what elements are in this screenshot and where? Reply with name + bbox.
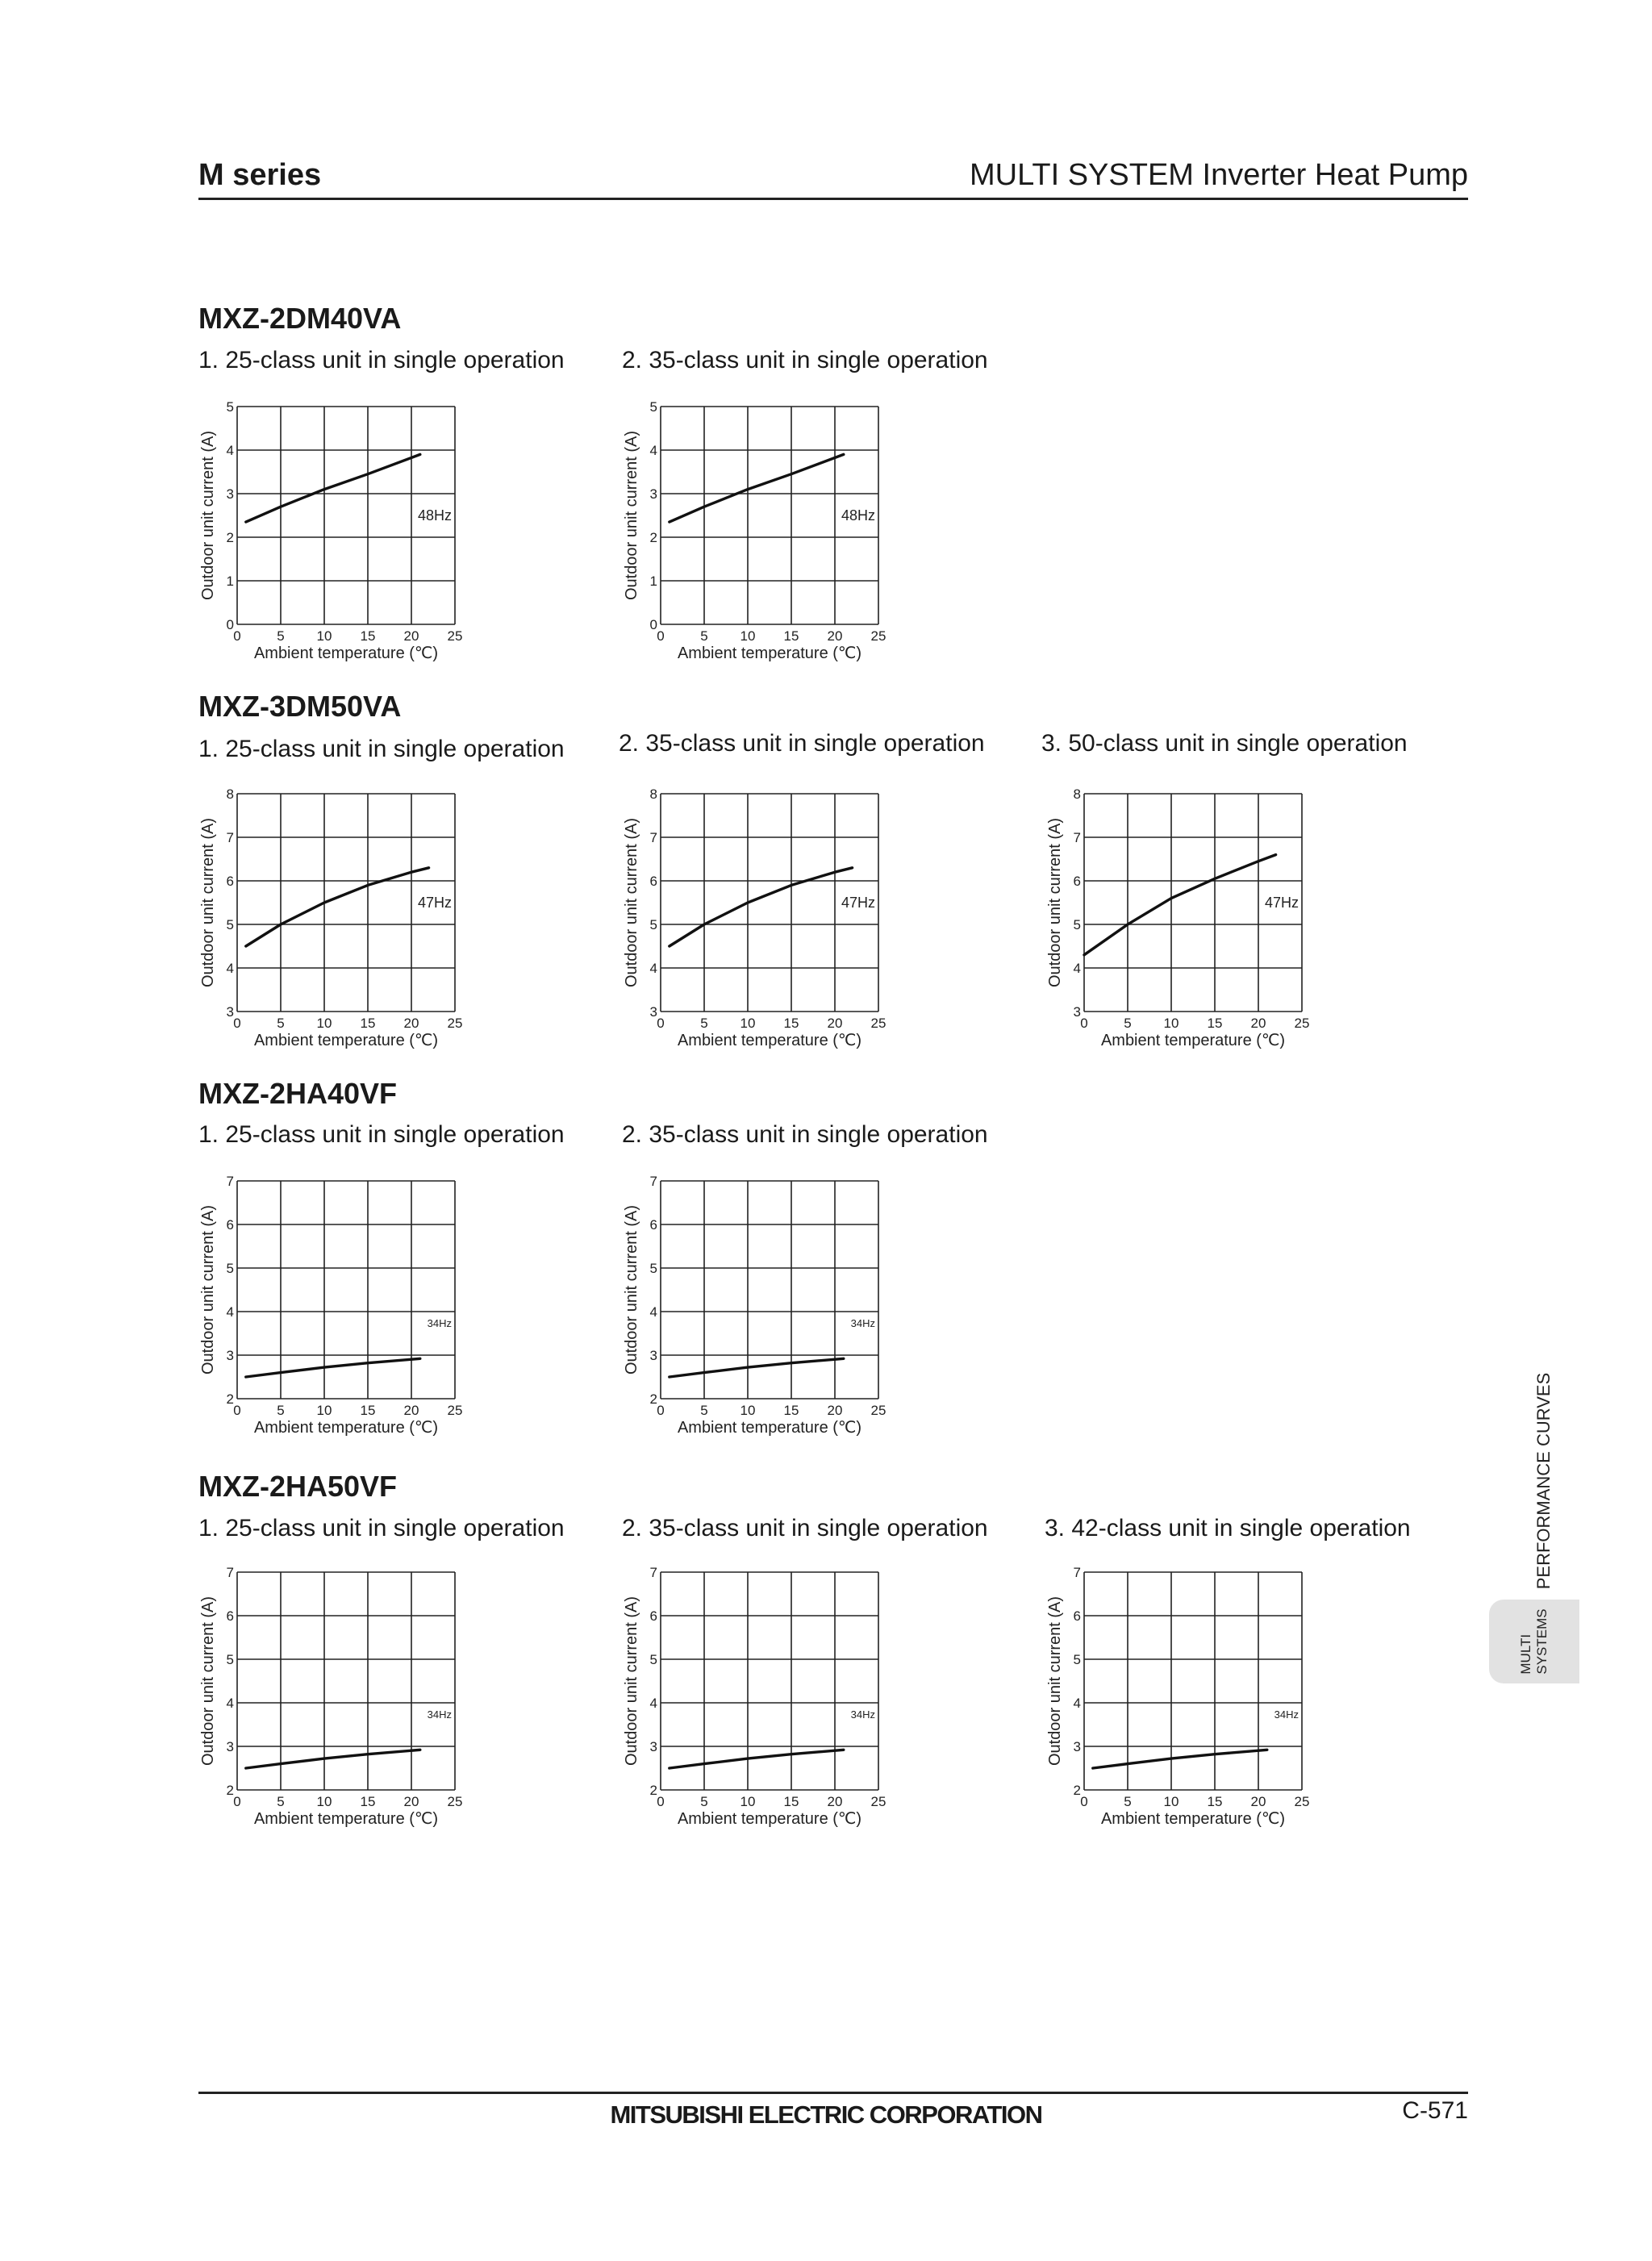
y-tick-label: 6 — [649, 1608, 657, 1624]
y-tick-label: 2 — [226, 1391, 234, 1407]
x-axis-label: Ambient temperature (℃) — [677, 1032, 862, 1049]
x-tick-label: 15 — [1207, 1016, 1223, 1031]
y-tick-label: 5 — [226, 1652, 234, 1667]
section-tab[interactable] — [1489, 1600, 1579, 1683]
y-tick-label: 8 — [649, 786, 657, 802]
y-tick-label: 7 — [649, 1565, 657, 1580]
y-tick-label: 0 — [649, 617, 657, 632]
x-axis-label: Ambient temperature (℃) — [253, 645, 439, 662]
x-tick-label: 20 — [403, 1403, 419, 1418]
x-tick-label: 15 — [783, 1016, 799, 1031]
x-tick-label: 10 — [316, 1403, 332, 1418]
x-tick-label: 5 — [277, 1016, 285, 1031]
x-tick-label: 20 — [827, 628, 843, 644]
chart-subtitle: 1. 25-class unit in single operation — [198, 736, 565, 762]
x-tick-label: 5 — [700, 1403, 708, 1418]
performance-chart — [1032, 1561, 1310, 1835]
x-tick-label: 5 — [700, 628, 708, 644]
document-title: MULTI SYSTEM Inverter Heat Pump — [969, 158, 1468, 192]
section-tab-label: PERFORMANCE CURVES — [1533, 1372, 1554, 1590]
x-tick-label: 10 — [740, 1794, 756, 1809]
x-tick-label: 0 — [1080, 1794, 1088, 1809]
x-tick-label: 10 — [740, 1403, 756, 1418]
y-tick-label: 3 — [649, 1348, 657, 1363]
x-tick-label: 25 — [447, 1794, 463, 1809]
y-tick-label: 2 — [649, 530, 657, 545]
y-tick-label: 4 — [649, 961, 657, 976]
x-tick-label: 20 — [1250, 1794, 1266, 1809]
y-tick-label: 0 — [226, 617, 234, 632]
x-tick-label: 20 — [1250, 1016, 1266, 1031]
x-tick-label: 25 — [447, 1403, 463, 1418]
performance-chart — [609, 395, 886, 670]
y-tick-label: 7 — [226, 830, 234, 845]
x-tick-label: 5 — [700, 1794, 708, 1809]
chart-subtitle: 3. 50-class unit in single operation — [1041, 730, 1408, 757]
x-tick-label: 25 — [870, 1016, 886, 1031]
y-axis-label: Outdoor unit current (A) — [199, 1204, 217, 1375]
x-tick-label: 0 — [233, 1794, 241, 1809]
y-tick-label: 1 — [226, 574, 234, 589]
x-axis-label: Ambient temperature (℃) — [677, 645, 862, 662]
y-axis-label: Outdoor unit current (A) — [623, 817, 640, 988]
frequency-label: 47Hz — [841, 895, 875, 911]
y-axis-label: Outdoor unit current (A) — [199, 430, 217, 601]
x-tick-label: 15 — [783, 1794, 799, 1809]
x-tick-label: 25 — [1294, 1794, 1310, 1809]
y-tick-label: 7 — [1073, 830, 1081, 845]
frequency-label: 48Hz — [841, 507, 875, 524]
x-axis-label: Ambient temperature (℃) — [677, 1810, 862, 1828]
performance-chart — [1032, 782, 1310, 1057]
chart-subtitle: 2. 35-class unit in single operation — [619, 730, 985, 757]
x-tick-label: 20 — [827, 1794, 843, 1809]
y-tick-label: 2 — [649, 1391, 657, 1407]
series-line — [246, 454, 420, 522]
series-line — [670, 1358, 844, 1377]
x-tick-label: 15 — [360, 1016, 376, 1031]
y-tick-label: 6 — [226, 1608, 234, 1624]
performance-chart — [186, 1561, 463, 1835]
y-tick-label: 2 — [649, 1783, 657, 1798]
x-tick-label: 20 — [827, 1016, 843, 1031]
y-tick-label: 5 — [1073, 917, 1081, 932]
y-tick-label: 5 — [1073, 1652, 1081, 1667]
series-line — [1084, 855, 1276, 955]
y-tick-label: 3 — [226, 1004, 234, 1020]
x-tick-label: 10 — [740, 1016, 756, 1031]
chart-subtitle: 3. 42-class unit in single operation — [1045, 1515, 1411, 1541]
frequency-label: 48Hz — [417, 507, 452, 524]
series-line — [246, 1358, 420, 1377]
x-tick-label: 10 — [1163, 1016, 1179, 1031]
chart-subtitle: 1. 25-class unit in single operation — [198, 1121, 565, 1148]
y-tick-label: 5 — [649, 1261, 657, 1276]
y-axis-label: Outdoor unit current (A) — [623, 430, 640, 601]
series-line — [1093, 1750, 1267, 1768]
x-tick-label: 10 — [316, 1794, 332, 1809]
y-tick-label: 3 — [226, 1739, 234, 1754]
chart-subtitle: 2. 35-class unit in single operation — [622, 347, 988, 373]
y-axis-label: Outdoor unit current (A) — [623, 1596, 640, 1767]
y-tick-label: 5 — [226, 1261, 234, 1276]
y-tick-label: 5 — [226, 917, 234, 932]
y-tick-label: 3 — [1073, 1739, 1081, 1754]
series-line — [670, 868, 853, 946]
frequency-label: 47Hz — [1264, 895, 1299, 911]
section-tab-text: MULTI SYSTEMS — [1518, 1608, 1550, 1675]
y-tick-label: 4 — [226, 1696, 234, 1711]
header-rule — [198, 198, 1468, 200]
series-title: M series — [198, 158, 322, 192]
y-tick-label: 8 — [226, 786, 234, 802]
model-heading: MXZ-3DM50VA — [198, 690, 402, 723]
footer-rule — [198, 2092, 1468, 2094]
company-name: MITSUBISHI ELECTRIC CORPORATION — [610, 2100, 1042, 2129]
series-line — [246, 1750, 420, 1768]
frequency-label: 34Hz — [427, 1316, 452, 1329]
x-tick-label: 10 — [1163, 1794, 1179, 1809]
x-tick-label: 0 — [657, 1403, 665, 1418]
performance-chart — [609, 782, 886, 1057]
x-tick-label: 15 — [360, 1403, 376, 1418]
x-tick-label: 25 — [447, 628, 463, 644]
series-line — [670, 454, 844, 522]
x-tick-label: 5 — [277, 628, 285, 644]
x-tick-label: 25 — [870, 628, 886, 644]
y-tick-label: 3 — [226, 486, 234, 502]
x-tick-label: 15 — [783, 628, 799, 644]
series-line — [246, 868, 429, 946]
x-tick-label: 10 — [316, 628, 332, 644]
frequency-label: 34Hz — [427, 1708, 452, 1721]
page-number: C-571 — [1402, 2097, 1468, 2124]
y-tick-label: 3 — [649, 1004, 657, 1020]
series-line — [670, 1750, 844, 1768]
y-tick-label: 5 — [649, 1652, 657, 1667]
y-tick-label: 7 — [226, 1565, 234, 1580]
chart-subtitle: 1. 25-class unit in single operation — [198, 1515, 565, 1541]
performance-chart — [609, 1170, 886, 1444]
model-heading: MXZ-2HA50VF — [198, 1470, 398, 1503]
chart-subtitle: 2. 35-class unit in single operation — [622, 1515, 988, 1541]
y-tick-label: 6 — [226, 874, 234, 889]
y-tick-label: 7 — [649, 830, 657, 845]
y-tick-label: 8 — [1073, 786, 1081, 802]
frequency-label: 34Hz — [850, 1316, 875, 1329]
y-tick-label: 7 — [226, 1174, 234, 1189]
x-tick-label: 15 — [360, 1794, 376, 1809]
x-axis-label: Ambient temperature (℃) — [253, 1032, 439, 1049]
performance-chart — [609, 1561, 886, 1835]
y-axis-label: Outdoor unit current (A) — [199, 1596, 217, 1767]
x-tick-label: 20 — [403, 1794, 419, 1809]
frequency-label: 34Hz — [1274, 1708, 1299, 1721]
x-tick-label: 0 — [657, 1016, 665, 1031]
x-tick-label: 10 — [316, 1016, 332, 1031]
y-tick-label: 7 — [1073, 1565, 1081, 1580]
y-tick-label: 2 — [226, 530, 234, 545]
x-tick-label: 0 — [657, 1794, 665, 1809]
y-tick-label: 6 — [226, 1217, 234, 1233]
x-tick-label: 0 — [1080, 1016, 1088, 1031]
performance-chart — [186, 782, 463, 1057]
x-axis-label: Ambient temperature (℃) — [1100, 1032, 1286, 1049]
x-tick-label: 0 — [657, 628, 665, 644]
x-tick-label: 15 — [1207, 1794, 1223, 1809]
x-axis-label: Ambient temperature (℃) — [253, 1810, 439, 1828]
chart-subtitle: 1. 25-class unit in single operation — [198, 347, 565, 373]
x-tick-label: 0 — [233, 1403, 241, 1418]
x-tick-label: 20 — [827, 1403, 843, 1418]
x-tick-label: 5 — [700, 1016, 708, 1031]
y-tick-label: 4 — [226, 961, 234, 976]
y-axis-label: Outdoor unit current (A) — [199, 817, 217, 988]
frequency-label: 47Hz — [417, 895, 452, 911]
y-axis-label: Outdoor unit current (A) — [623, 1204, 640, 1375]
y-tick-label: 5 — [649, 917, 657, 932]
x-tick-label: 5 — [277, 1794, 285, 1809]
x-tick-label: 0 — [233, 628, 241, 644]
x-tick-label: 25 — [870, 1403, 886, 1418]
x-tick-label: 20 — [403, 1016, 419, 1031]
y-axis-label: Outdoor unit current (A) — [1046, 1596, 1064, 1767]
y-tick-label: 2 — [1073, 1783, 1081, 1798]
y-tick-label: 4 — [226, 1304, 234, 1320]
x-axis-label: Ambient temperature (℃) — [253, 1419, 439, 1437]
y-tick-label: 4 — [649, 443, 657, 458]
x-tick-label: 15 — [360, 628, 376, 644]
y-tick-label: 4 — [226, 443, 234, 458]
chart-subtitle: 2. 35-class unit in single operation — [622, 1121, 988, 1148]
x-tick-label: 20 — [403, 628, 419, 644]
y-tick-label: 4 — [649, 1696, 657, 1711]
x-axis-label: Ambient temperature (℃) — [1100, 1810, 1286, 1828]
x-tick-label: 5 — [1124, 1794, 1132, 1809]
performance-chart — [186, 1170, 463, 1444]
y-tick-label: 3 — [1073, 1004, 1081, 1020]
y-tick-label: 6 — [1073, 874, 1081, 889]
y-tick-label: 3 — [649, 1739, 657, 1754]
model-heading: MXZ-2DM40VA — [198, 302, 402, 335]
x-tick-label: 25 — [447, 1016, 463, 1031]
x-tick-label: 25 — [870, 1794, 886, 1809]
y-tick-label: 6 — [1073, 1608, 1081, 1624]
y-tick-label: 5 — [649, 399, 657, 415]
y-tick-label: 3 — [649, 486, 657, 502]
x-tick-label: 25 — [1294, 1016, 1310, 1031]
model-heading: MXZ-2HA40VF — [198, 1077, 398, 1110]
performance-chart — [186, 395, 463, 670]
x-tick-label: 5 — [1124, 1016, 1132, 1031]
x-tick-label: 10 — [740, 628, 756, 644]
y-tick-label: 6 — [649, 1217, 657, 1233]
x-tick-label: 0 — [233, 1016, 241, 1031]
y-tick-label: 6 — [649, 874, 657, 889]
x-tick-label: 15 — [783, 1403, 799, 1418]
y-tick-label: 4 — [649, 1304, 657, 1320]
y-tick-label: 4 — [1073, 961, 1081, 976]
y-tick-label: 5 — [226, 399, 234, 415]
x-tick-label: 5 — [277, 1403, 285, 1418]
y-tick-label: 7 — [649, 1174, 657, 1189]
y-tick-label: 1 — [649, 574, 657, 589]
y-axis-label: Outdoor unit current (A) — [1046, 817, 1064, 988]
y-tick-label: 3 — [226, 1348, 234, 1363]
x-axis-label: Ambient temperature (℃) — [677, 1419, 862, 1437]
y-tick-label: 4 — [1073, 1696, 1081, 1711]
frequency-label: 34Hz — [850, 1708, 875, 1721]
y-tick-label: 2 — [226, 1783, 234, 1798]
